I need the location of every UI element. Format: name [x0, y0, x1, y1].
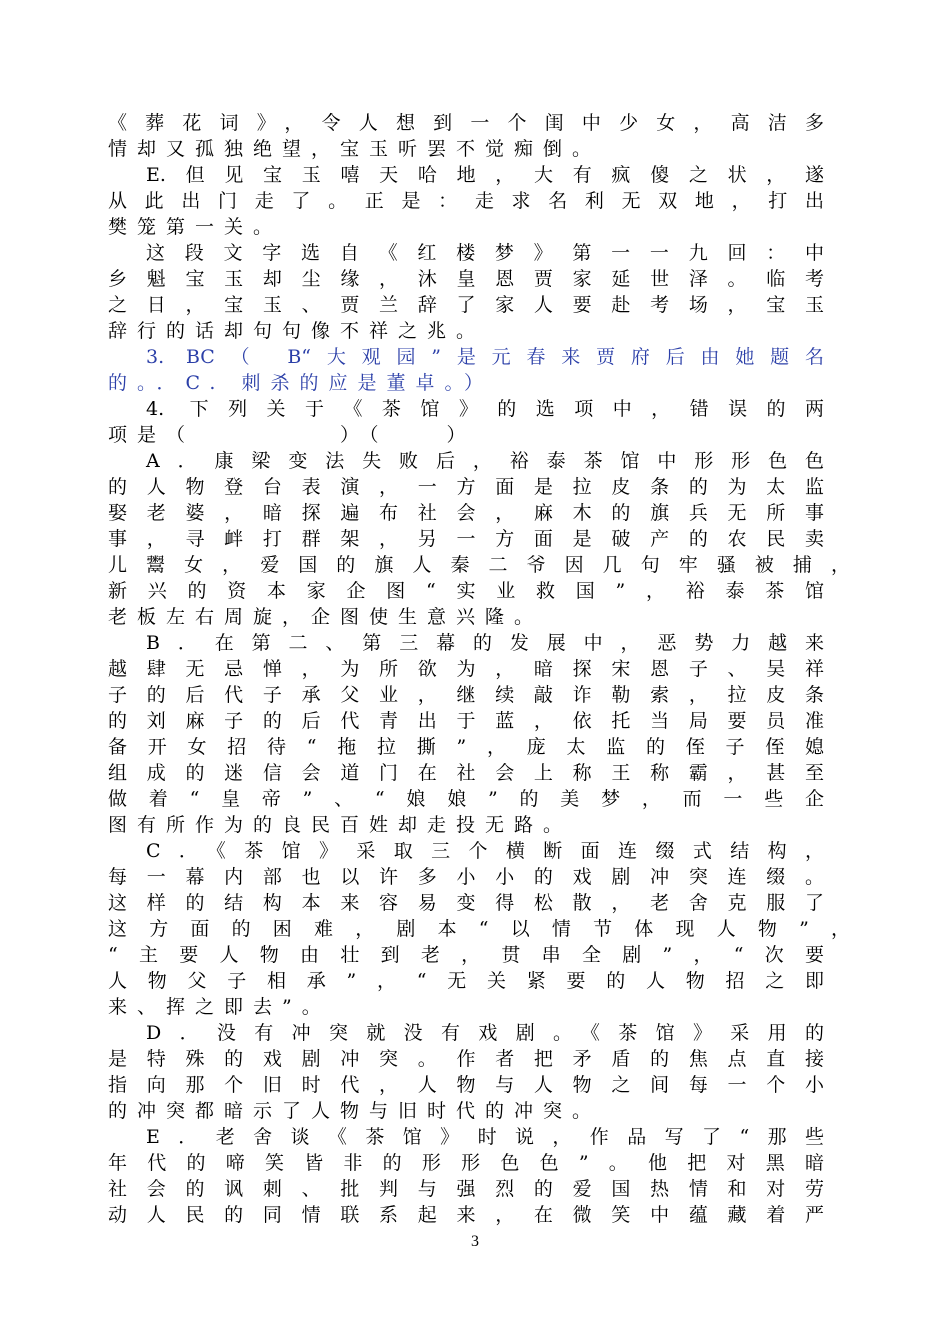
text-line: 的刘麻子的后代青出于蓝，依托当局要员准 — [108, 710, 824, 732]
text-line: C．《茶馆》采取三个横断面连缀式结构， — [146, 840, 824, 862]
text-line: 事，寻衅打群架，另一方面是破产的农民卖 — [108, 528, 824, 550]
text-line: 人物父子相承”，“无关紧要的人物招之即 — [108, 970, 824, 992]
text-line: 来、挥之即去”。 — [108, 996, 331, 1018]
text-line: 娶老婆，暗探遍布社会，麻木的旗兵无所事 — [108, 502, 824, 524]
text-line: 的人物登台表演，一方面是拉皮条的为太监 — [108, 476, 824, 498]
text-line: 年代的啼笑皆非的形形色色”。他把对黑暗 — [108, 1152, 824, 1174]
text-line: 老板左右周旋，企图使生意兴隆。 — [108, 606, 544, 628]
text-line: 做着“皇帝”、“娘娘”的美梦，而一些企 — [108, 788, 824, 810]
text-line: 越肆无忌惮，为所欲为，暗探宋恩子、吴祥 — [108, 658, 824, 680]
text-line: B．在第二、第三幕的发展中，恶势力越来 — [146, 632, 824, 654]
text-line: 的。．C. 刺杀的应是董卓。） — [108, 372, 493, 394]
text-line: D．没有冲突就没有戏剧。《茶馆》采用的 — [146, 1022, 824, 1044]
page-number: 3 — [471, 1233, 479, 1250]
text-line: 组成的迷信会道门在社会上称王称霸，甚至 — [108, 762, 824, 784]
text-line: 子的后代子承父业，继续敲诈勒索，拉皮条 — [108, 684, 824, 706]
text-line: 每一幕内部也以许多小小的戏剧冲突连缀。 — [108, 866, 824, 888]
text-line: 3. BC（ B“大观园”是元春来贾府后由她题名 — [146, 346, 824, 368]
text-line: 从此出门走了。正是：走求名利无双地，打出 — [108, 190, 824, 212]
text-line: 4. 下列关于《茶馆》的选项中，错误的两 — [146, 398, 824, 420]
text-line: 乡魁宝玉却尘缘，沐皇恩贾家延世泽。临考 — [108, 268, 824, 290]
text-line: 这样的结构本来容易变得松散，老舍克服了 — [108, 892, 824, 914]
text-line: 这段文字选自《红楼梦》第一一九回：中 — [146, 242, 824, 264]
text-line: 《葬花词》，令人想到一个闺中少女，高洁多 — [108, 112, 824, 134]
text-line: 之日，宝玉、贾兰辞了家人要赴考场，宝玉 — [108, 294, 824, 316]
text-line: 动人民的同情联系起来，在微笑中蕴藏着严 — [108, 1204, 824, 1226]
text-line: A．康梁变法失败后，裕泰茶馆中形形色色 — [146, 450, 824, 472]
text-line: 备开女招待“拖拉撕”，庞太监的侄子侄媳 — [108, 736, 824, 758]
text-line: E.但见宝玉嘻天哈地，大有疯傻之状，遂 — [146, 164, 824, 186]
text-line: 樊笼第一关。 — [108, 216, 283, 238]
document-body — [108, 110, 850, 1228]
text-line: 情却又孤独绝望，宝玉听罢不觉痴倒。 — [108, 138, 602, 160]
text-line: 新兴的资本家企图“实业救国”，裕泰茶馆 — [108, 580, 824, 602]
text-line: 社会的讽刺、批判与强烈的爱国热情和对劳 — [108, 1178, 824, 1200]
text-line: 这方面的困难，剧本“以情节体现人物”， — [108, 918, 850, 940]
text-line: 图有所作为的良民百姓却走投无路。 — [108, 814, 573, 836]
text-line: 儿鬻女，爱国的旗人秦二爷因几句牢骚被捕， — [108, 554, 850, 576]
text-line: 辞行的话却句句像不祥之兆。 — [108, 320, 486, 342]
text-line: 的冲突都暗示了人物与旧时代的冲突。 — [108, 1100, 602, 1122]
text-line: 项是（ ）（ ） — [108, 424, 476, 446]
text-line: 指向那个旧时代，人物与人物之间每一个小 — [108, 1074, 824, 1096]
text-line: 是特殊的戏剧冲突。作者把矛盾的焦点直接 — [108, 1048, 824, 1070]
text-line: E．老舍谈《茶馆》时说，作品写了“那些 — [146, 1126, 824, 1148]
text-line: “主要人物由壮到老，贯串全剧”，“次要 — [108, 944, 824, 966]
